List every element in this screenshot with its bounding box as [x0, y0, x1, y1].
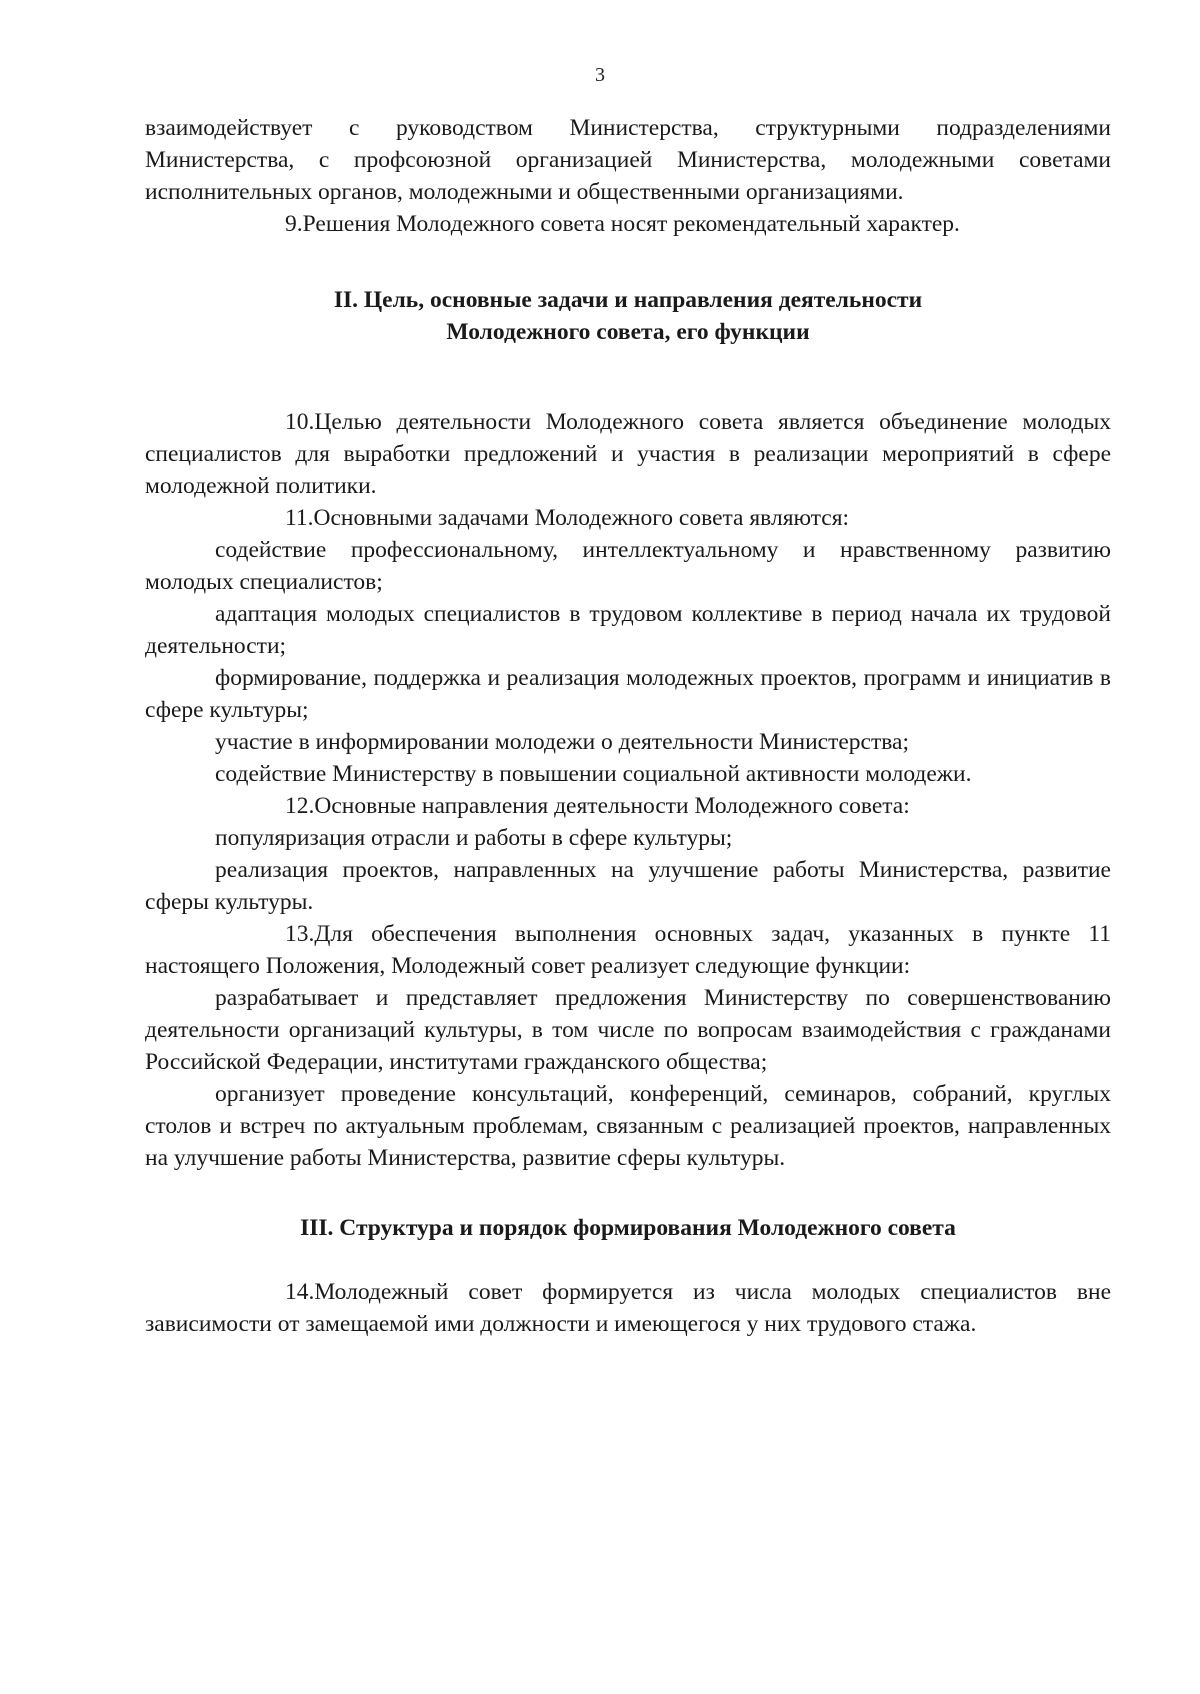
item-number: 10. — [285, 409, 315, 435]
item-number: 14. — [285, 1279, 315, 1305]
list-item: формирование, поддержка и реализация молодежных проектов, программ и инициатив в сфере культуры; — [145, 665, 1111, 723]
list-item: организует проведение консультаций, конференций, семинаров, собраний, круглых столов и встреч по актуальным проблемам, связанным с реализацией проектов, направленных на улучшение работы Министерства, развитие сферы культуры. — [145, 1081, 1111, 1171]
item-text: Для обеспечения выполнения основных задач, указанных в пункте 11 настоящего Положения, Молодежный совет реализует следующие функции: — [145, 921, 1111, 979]
item-9 — [145, 208, 1111, 240]
section-2-heading-line-2: Молодежного совета, его функции — [446, 319, 810, 345]
item-number: 11. — [285, 505, 314, 531]
page-number: 3 — [595, 64, 605, 86]
list-item: участие в информировании молодежи о деятельности Министерства; — [215, 729, 910, 755]
item-text: Решения Молодежного совета носят рекомендательный характер. — [302, 211, 960, 237]
item-12 — [145, 790, 1111, 822]
list-item: содействие Министерству в повышении социальной активности молодежи. — [215, 761, 972, 787]
item-number: 12. — [285, 793, 315, 819]
list-item: содействие профессиональному, интеллектуальному и нравственному развитию молодых специалистов; — [145, 537, 1111, 595]
list-item: реализация проектов, направленных на улучшение работы Министерства, развитие сферы культуры. — [145, 857, 1111, 915]
item-text: Основными задачами Молодежного совета являются: — [313, 505, 850, 531]
list-item: адаптация молодых специалистов в трудовом коллективе в период начала их трудовой деятельности; — [145, 601, 1111, 659]
item-text: Основные направления деятельности Молодежного совета: — [314, 793, 910, 819]
item-text: Молодежный совет формируется из числа молодых специалистов вне зависимости от замещаемой ими должности и имеющегося у них трудового стажа. — [145, 1279, 1111, 1337]
item-text: Целью деятельности Молодежного совета является объединение молодых специалистов для выработки предложений и участия в реализации мероприятий в сфере молодежной политики. — [145, 409, 1111, 499]
list-item: разрабатывает и представляет предложения Министерству по совершенствованию деятельности организаций культуры, в том числе по вопросам взаимодействия с гражданами Российской Федерации, институтами гражданского общества; — [145, 985, 1111, 1075]
list-item: популяризация отрасли и работы в сфере культуры; — [215, 825, 733, 851]
paragraph-continuation: взаимодействует с руководством Министерства, структурными подразделениями Министерства, с профсоюзной организацией Министерства, молодежными советами исполнительных органов, молодежными и общественными организациями. — [145, 115, 1111, 205]
item-11 — [145, 502, 1111, 534]
section-3-heading: III. Структура и порядок формирования Молодежного совета — [300, 1215, 956, 1241]
section-2-heading-line-1: II. Цель, основные задачи и направления деятельности — [333, 287, 923, 313]
document-body — [145, 112, 1111, 1340]
item-14 — [145, 1276, 1111, 1340]
item-number: 9. — [285, 211, 303, 237]
item-13 — [145, 918, 1111, 982]
item-number: 13. — [285, 921, 315, 947]
item-10 — [145, 406, 1111, 502]
